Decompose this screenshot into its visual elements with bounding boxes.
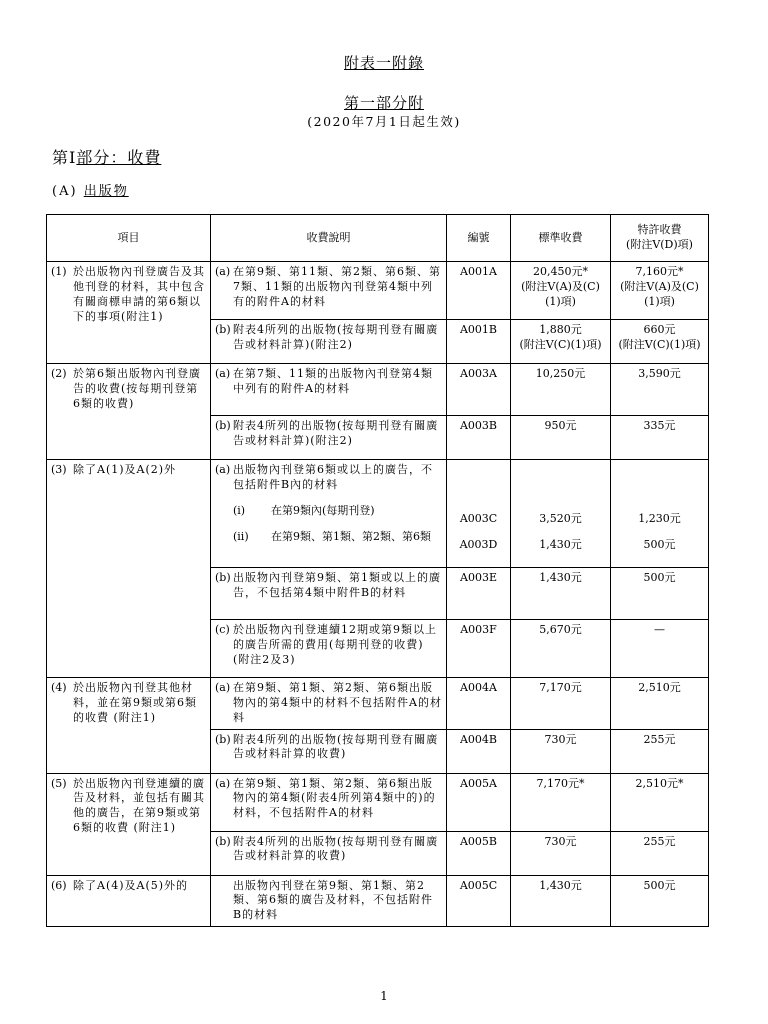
concession-fee-cell: 255元 [611, 831, 709, 875]
code-cell: A005B [447, 831, 511, 875]
description-cell [211, 320, 447, 364]
code-cell: A004B [447, 729, 511, 773]
item-cell [47, 262, 211, 364]
sub-text: 出版物內刊登第9類、第1類或以上的廣告，不包括第4類中附件B的材料 [233, 571, 441, 599]
item-label: (4) [51, 681, 67, 694]
code-cell: A003B [447, 416, 511, 460]
item-label: (6) [51, 878, 67, 892]
page-number: 1 [380, 989, 388, 1003]
concession-fee-cell: 7,160元* (附注V(A)及(C)(1)項) [611, 262, 709, 320]
item-text: 於第6類出版物內刊登廣告的收費(按每期刊登第6類的收費) [73, 367, 201, 410]
concession-fee-cell: 500元 [611, 875, 709, 927]
concession-fee-cell: 255元 [611, 729, 709, 773]
description-cell [211, 831, 447, 875]
sub-label: (a) [215, 463, 231, 476]
standard-fee-cell: 20,450元* (附注V(A)及(C)(1)項) [511, 262, 611, 320]
item-label: (5) [51, 776, 67, 790]
sub-label: (a) [215, 367, 231, 380]
standard-fee-cell: 5,670元 [511, 620, 611, 678]
sub-label: (b) [215, 571, 231, 584]
standard-fee-cell: 1,430元 [511, 875, 611, 927]
table-row [47, 460, 709, 568]
concession-fee-cell: 335元 [611, 416, 709, 460]
description-cell [211, 416, 447, 460]
standard-fee-cell-line: 1,430元 [539, 537, 582, 551]
fee-table [46, 214, 709, 927]
description-cell [211, 875, 447, 927]
standard-fee-cell: 730元 [511, 729, 611, 773]
concession-fee-cell: 2,510元* [611, 773, 709, 831]
column-header-standard-fee: 標準收費 [511, 215, 611, 262]
concession-fee-cell-line: 1,230元 [638, 511, 681, 525]
item-text: 除了A(4)及A(5)外的 [73, 878, 189, 892]
sub-label: (a) [215, 776, 231, 790]
code-cell: A005C [447, 875, 511, 927]
sub-label: (b) [215, 419, 231, 432]
sub-text: 在第9類、第1類、第2類、第6類出版物內的第4類(附表4所列第4類中的)的材料，不包括附件A的材料 [233, 776, 436, 820]
concession-fee-cell: 500元 [611, 568, 709, 620]
table-body [47, 262, 709, 927]
sub-text: 出版物內刊登第6類或以上的廣告，不包括附件B內的材料 [233, 463, 433, 491]
sub-text: 在第9類、第11類、第2類、第6類、第7類、11類的出版物內刊登第4類中列有的附件A的材料 [233, 265, 441, 308]
sub-label: (a) [215, 681, 231, 694]
standard-fee-cell: 7,170元 [511, 678, 611, 730]
section-heading: (A) 出版物 [52, 184, 129, 199]
description-cell [211, 568, 447, 620]
sub-line [215, 525, 442, 551]
standard-fee-cell: 1,430元 [511, 568, 611, 620]
standard-fee-cell: 1,880元 (附注V(C)(1)項) [511, 320, 611, 364]
concession-fee-cell: 3,590元 [611, 364, 709, 416]
sub-text: 附表4所列的出版物(按每期刊登有關廣告或材料計算的收費) [233, 834, 439, 863]
column-header-code: 編號 [447, 215, 511, 262]
concession-fee-cell-line: 500元 [643, 537, 676, 551]
code-cell [447, 460, 511, 568]
concession-fee-cell [611, 460, 709, 568]
item-text: 於出版物內刊登連續的廣告及材料，並包括有關其他的廣告，在第9類或第6類的收費 (附注1) [73, 776, 205, 835]
sub-text: 在第9類、第1類、第2類、第6類出版物內的第4類中的材料不包括附件A的材料 [233, 681, 442, 724]
item-cell [47, 678, 211, 774]
standard-fee-cell: 10,250元 [511, 364, 611, 416]
item-cell [47, 875, 211, 927]
description-cell [211, 460, 447, 568]
item-text: 除了A(1)及A(2)外 [73, 463, 177, 476]
sub-label [215, 879, 233, 924]
sub-label: (b) [215, 732, 231, 746]
sub-line-text: 在第9類內(每期刊登) [271, 504, 375, 518]
description-cell [211, 773, 447, 831]
document-title: 附表一附錄 [343, 54, 424, 72]
code-cell: A001A [447, 262, 511, 320]
item-label: (2) [51, 367, 67, 380]
standard-fee-cell-line: 3,520元 [539, 511, 582, 525]
table-header-row [47, 215, 709, 262]
concession-fee-cell: — [611, 620, 709, 678]
sub-text: 附表4所列的出版物(按每期刊登有關廣告或材料計算)(附注2) [233, 323, 439, 351]
table-row [47, 262, 709, 320]
sub-label: (a) [215, 265, 231, 278]
standard-fee-cell: 7,170元* [511, 773, 611, 831]
sub-label: (c) [215, 623, 230, 636]
code-cell: A003F [447, 620, 511, 678]
standard-fee-cell: 950元 [511, 416, 611, 460]
description-cell [211, 729, 447, 773]
sub-label: (b) [215, 323, 231, 336]
item-cell [47, 460, 211, 678]
code-cell: A001B [447, 320, 511, 364]
table-row [47, 875, 709, 927]
effective-date: (2020年7月1日起生效) [307, 114, 461, 129]
code-cell: A003A [447, 364, 511, 416]
column-header-description: 收費說明 [211, 215, 447, 262]
sub-text: 在第7類、11類的出版物內刊登第4類中列有的附件A的材料 [233, 367, 433, 395]
table-row [47, 678, 709, 730]
document-subtitle: 第一部分附 [343, 94, 424, 112]
description-cell [211, 364, 447, 416]
table-row [47, 364, 709, 416]
code-cell: A005A [447, 773, 511, 831]
code-cell-line: A003D [459, 537, 498, 551]
sub-text: 出版物內刊登在第9類、第1類、第2類、第6類的廣告及材料，不包括附件B的材料 [233, 878, 433, 922]
table-row [47, 773, 709, 831]
item-cell [47, 364, 211, 460]
standard-fee-cell: 730元 [511, 831, 611, 875]
item-label: (3) [51, 463, 67, 476]
concession-fee-cell: 2,510元 [611, 678, 709, 730]
sub-line-label: (i) [233, 504, 246, 518]
sub-text: 於出版物內刊登連續12期或第9類以上的廣告所需的費用(每期刊登的收費) (附注2及3) [233, 623, 437, 666]
item-text: 於出版物內刊登其他材料，並在第9類或第6類的收費 (附注1) [73, 681, 197, 724]
description-cell [211, 620, 447, 678]
description-cell [211, 678, 447, 730]
sub-label: (b) [215, 834, 231, 848]
sub-line [215, 499, 442, 525]
column-header-concession-fee: 特許收費 (附注V(D)項) [611, 215, 709, 262]
code-cell: A003E [447, 568, 511, 620]
item-cell [47, 773, 211, 875]
sub-text: 附表4所列的出版物(按每期刊登有關廣告或材料計算的收費) [233, 732, 439, 761]
sub-line-text: 在第9類、第1類、第2類、第6類 [271, 530, 431, 544]
description-cell [211, 262, 447, 320]
sub-text: 附表4所列的出版物(按每期刊登有關廣告或材料計算)(附注2) [233, 419, 439, 447]
part-heading: 第I部分：收費 [52, 148, 162, 167]
concession-fee-cell: 660元 (附注V(C)(1)項) [611, 320, 709, 364]
item-text: 於出版物內刊登廣告及其他刊登的材料，其中包含有關商標申請的第6類以下的事項(附注1) [73, 265, 205, 323]
code-cell-line: A003C [459, 511, 498, 525]
column-header-item: 項目 [47, 215, 211, 262]
standard-fee-cell [511, 460, 611, 568]
code-cell: A004A [447, 678, 511, 730]
sub-line-label: (ii) [233, 530, 249, 544]
item-label: (1) [51, 265, 67, 278]
